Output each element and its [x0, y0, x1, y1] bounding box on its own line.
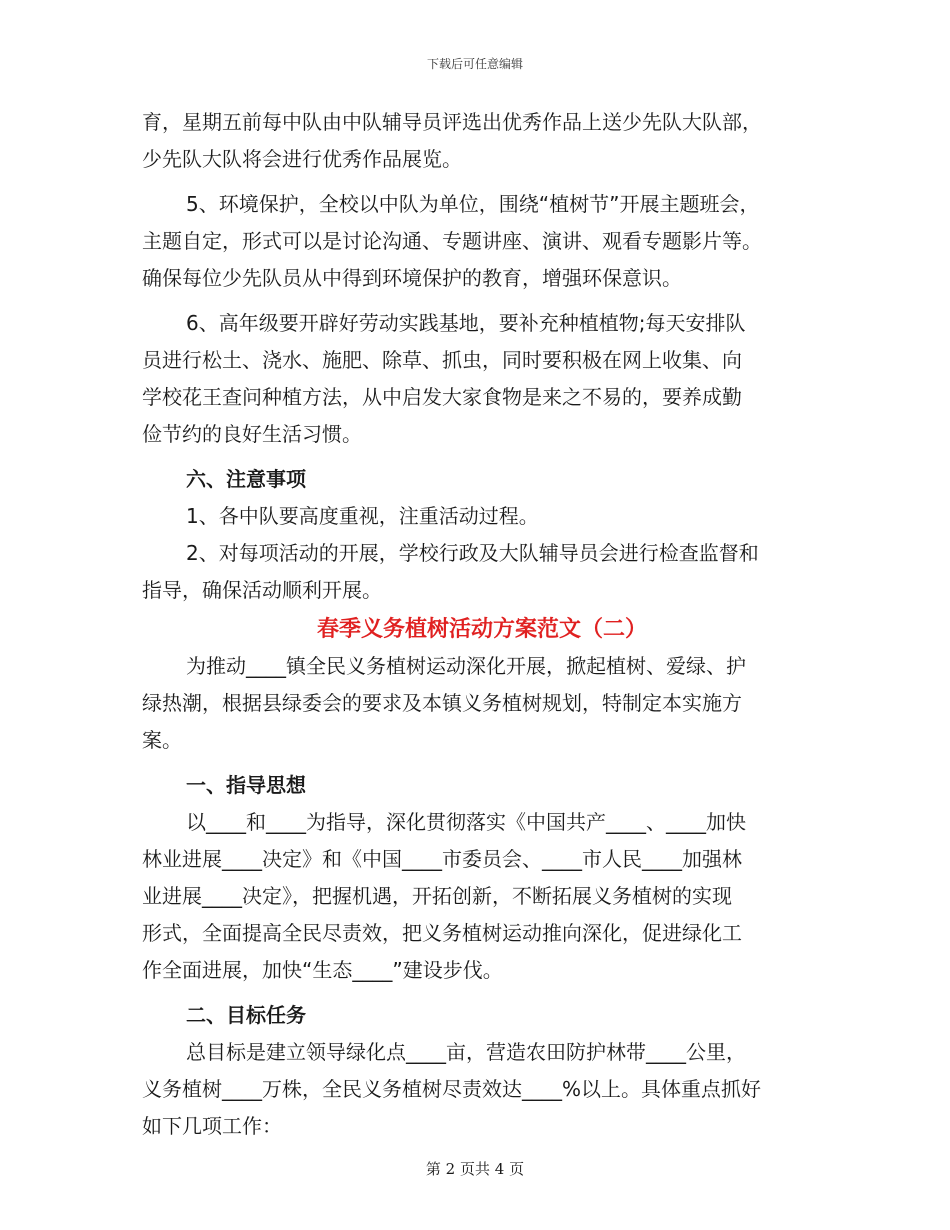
paragraph-line: 业进展____决定》，把握机遇，开拓创新，不断拓展义务植树的实现: [142, 884, 732, 908]
paragraph-line: 确保每位少先队员从中得到环境保护的教育，增强环保意识。: [142, 266, 682, 290]
document-body: [142, 104, 822, 1145]
paragraph-line: 形式，全面提高全民尽责效，把义务植树运动推向深化，促进绿化工: [142, 921, 742, 945]
paragraph-line: 主题自定，形式可以是讨论沟通、专题讲座、演讲、观看专题影片等。: [142, 229, 762, 253]
paragraph-line: 为推动____镇全民义务植树运动深化开展，掀起植树、爱绿、护: [186, 654, 746, 678]
paragraph-line: 如下几项工作：: [142, 1114, 282, 1138]
paragraph-line: 绿热潮，根据县绿委会的要求及本镇义务植树规划，特制定本实施方: [142, 691, 742, 715]
paragraph-line: 6、高年级要开辟好劳动实践基地，要补充种植植物;每天安排队: [186, 311, 746, 335]
paragraph-line: 案。: [142, 728, 182, 752]
document-title: 春季义务植树活动方案范文（二）: [316, 617, 647, 642]
paragraph-line: 5、环境保护，全校以中队为单位，围绕“植树节”开展主题班会，: [186, 192, 760, 216]
paragraph-line: 总目标是建立领导绿化点____亩，营造农田防护林带____公里，: [186, 1040, 746, 1064]
page-number: 第 2 页共 4 页: [425, 1160, 525, 1178]
paragraph-line: 2、对每项活动的开展，学校行政及大队辅导员会进行检查监督和: [186, 541, 759, 565]
paragraph-line: 义务植树____万株，全民义务植树尽责效达____%以上。具体重点抓好: [142, 1077, 762, 1101]
section-heading: 一、指导思想: [186, 773, 306, 797]
section-heading: 六、注意事项: [186, 467, 306, 491]
paragraph-line: 作全面进展，加快“生态____”建设步伐。: [142, 958, 503, 982]
page-header-note: 下载后可任意编辑: [426, 57, 523, 71]
paragraph-line: 俭节约的良好生活习惯。: [142, 422, 362, 446]
section-heading: 二、目标任务: [186, 1003, 306, 1027]
paragraph-line: 员进行松土、浇水、施肥、除草、抓虫，同时要积极在网上收集、向: [142, 348, 742, 372]
paragraph-line: 1、各中队要高度重视，注重活动过程。: [186, 504, 539, 528]
paragraph-line: 指导，确保活动顺利开展。: [142, 578, 382, 602]
paragraph-line: 学校花王查问种植方法，从中启发大家食物是来之不易的，要养成勤: [142, 385, 742, 409]
paragraph-line: 以____和____为指导，深化贯彻落实《中国共产____、____加快: [186, 810, 746, 834]
paragraph-line: 少先队大队将会进行优秀作品展览。: [142, 147, 462, 171]
paragraph-line: 育，星期五前每中队由中队辅导员评选出优秀作品上送少先队大队部，: [142, 110, 762, 134]
paragraph-line: 林业进展____决定》和《中国____市委员会、____市人民____加强林: [142, 847, 742, 871]
